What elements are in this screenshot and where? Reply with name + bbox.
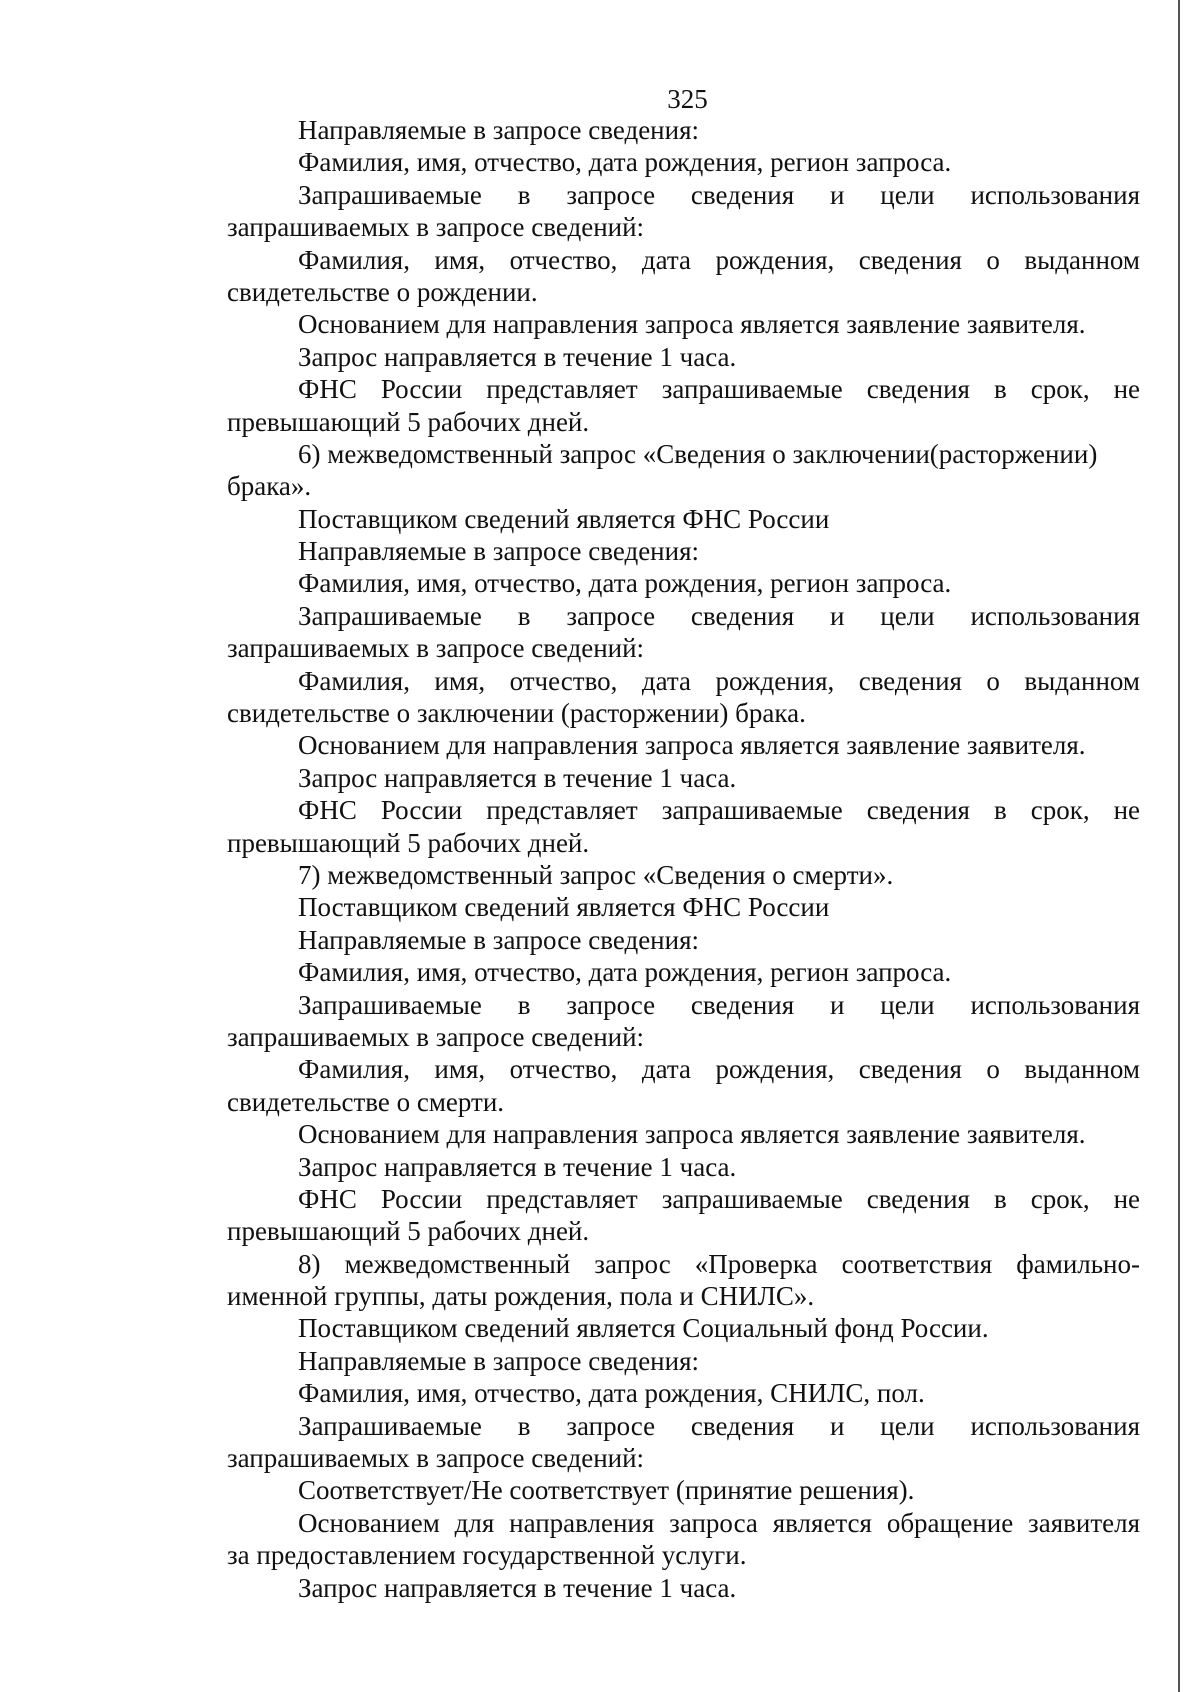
text-line: свидетельстве о смерти.	[227, 1086, 505, 1117]
text-line: Направляемые в запросе сведения:	[298, 115, 699, 145]
text-line: Поставщиком сведений является ФНС России	[298, 503, 830, 534]
text-line: свидетельстве о заключении (расторжении) брака.	[227, 698, 806, 729]
text-line: 8) межведомственный запрос «Проверка соответствия фамильно-	[298, 1248, 1140, 1279]
text-line: ФНС России представляет запрашиваемые сведения в срок, не	[298, 795, 1140, 826]
text-line: 6) межведомственный запрос «Сведения о заключении(расторжении)	[298, 438, 1098, 469]
text-line: Запрашиваемые в запросе сведения и цели использования	[298, 600, 1140, 631]
text-line: Фамилия, имя, отчество, дата рождения, регион запроса.	[298, 568, 952, 599]
text-line: превышающий 5 рабочих дней.	[227, 1216, 590, 1247]
text-line: запрашиваемых в запросе сведений:	[227, 212, 645, 243]
text-line: запрашиваемых в запросе сведений:	[227, 633, 645, 664]
text-line: Поставщиком сведений является ФНС России	[298, 892, 830, 923]
text-line: запрашиваемых в запросе сведений:	[227, 1021, 645, 1052]
text-line: запрашиваемых в запросе сведений:	[227, 1443, 645, 1474]
text-line: Основанием для направления запроса является заявление заявителя.	[298, 730, 1086, 761]
text-line: Основанием для направления запроса является заявление заявителя.	[298, 309, 1086, 340]
text-line: ФНС России представляет запрашиваемые сведения в срок, не	[298, 1183, 1140, 1214]
text-line: Направляемые в запросе сведения:	[298, 1345, 699, 1376]
text-line: Запрашиваемые в запросе сведения и цели использования	[298, 1410, 1140, 1441]
text-line: Фамилия, имя, отчество, дата рождения, сведения о выданном	[298, 1054, 1140, 1085]
text-line: Основанием для направления запроса является заявление заявителя.	[298, 1119, 1086, 1150]
text-line: Поставщиком сведений является Социальный фонд России.	[298, 1313, 989, 1344]
text-line: Фамилия, имя, отчество, дата рождения, регион запроса.	[298, 957, 952, 988]
text-line: Запрашиваемые в запросе сведения и цели использования	[298, 179, 1140, 210]
text-line: Фамилия, имя, отчество, дата рождения, регион запроса.	[298, 147, 952, 178]
text-line: превышающий 5 рабочих дней.	[227, 406, 590, 437]
text-line: 7) межведомственный запрос «Сведения о смерти».	[298, 859, 894, 890]
text-line: Запрос направляется в течение 1 часа.	[298, 341, 737, 372]
text-line: Запрос направляется в течение 1 часа.	[298, 1572, 737, 1603]
text-line: Фамилия, имя, отчество, дата рождения, сведения о выданном	[298, 665, 1140, 696]
text-line: за предоставлением государственной услуги.	[227, 1540, 747, 1571]
text-line: брака».	[227, 471, 312, 502]
document-body	[0, 114, 1200, 1604]
text-line: Фамилия, имя, отчество, дата рождения, СНИЛС, пол.	[298, 1378, 925, 1409]
text-line: Направляемые в запросе сведения:	[298, 536, 699, 567]
text-line: Запрашиваемые в запросе сведения и цели использования	[298, 989, 1140, 1020]
text-line: Соответствует/Не соответствует (принятие решения).	[298, 1475, 915, 1506]
text-line: Направляемые в запросе сведения:	[298, 924, 699, 955]
text-line: свидетельстве о рождении.	[227, 276, 538, 307]
text-line: именной группы, даты рождения, пола и СНИЛС».	[227, 1281, 815, 1312]
text-line: Фамилия, имя, отчество, дата рождения, сведения о выданном	[298, 244, 1140, 275]
text-line: ФНС России представляет запрашиваемые сведения в срок, не	[298, 374, 1140, 405]
text-line: Запрос направляется в течение 1 часа.	[298, 1151, 737, 1182]
page-number: 325	[667, 84, 708, 114]
text-line: превышающий 5 рабочих дней.	[227, 827, 590, 858]
text-line: Основанием для направления запроса является обращение заявителя	[298, 1507, 1140, 1538]
text-line: Запрос направляется в течение 1 часа.	[298, 762, 737, 793]
